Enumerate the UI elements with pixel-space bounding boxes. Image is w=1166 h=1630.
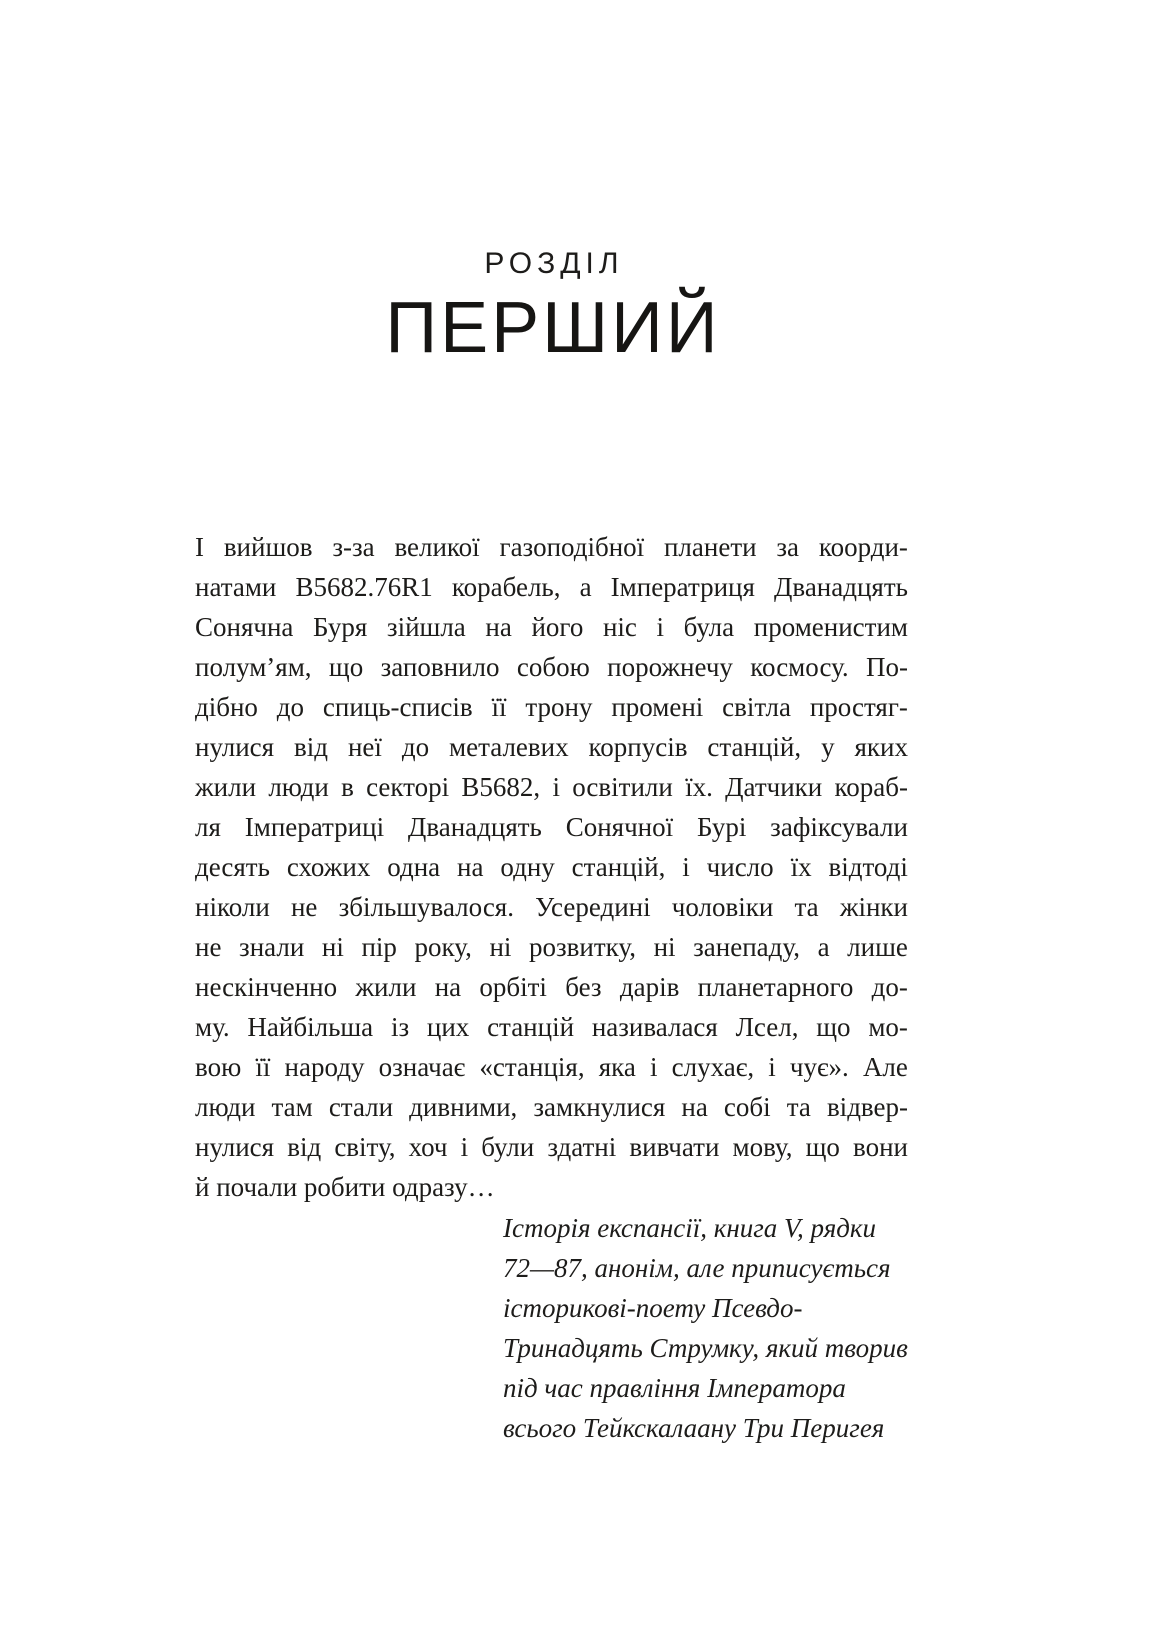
word: його bbox=[531, 612, 584, 642]
word: секторі bbox=[366, 772, 450, 802]
word: називалася bbox=[591, 1012, 718, 1042]
word: світу, bbox=[334, 1132, 396, 1162]
text-line bbox=[195, 927, 908, 967]
word: до bbox=[276, 692, 305, 722]
word: що bbox=[805, 1132, 840, 1162]
word: означає bbox=[378, 1052, 466, 1082]
word: металевих bbox=[449, 732, 569, 762]
word: ніс bbox=[602, 612, 637, 642]
text-line bbox=[195, 1007, 908, 1047]
word: від bbox=[294, 732, 329, 762]
word: «станція, bbox=[479, 1052, 585, 1082]
word: дивними, bbox=[409, 1092, 518, 1122]
word: були bbox=[481, 1132, 535, 1162]
word: собі bbox=[723, 1092, 771, 1122]
word: зафіксували bbox=[770, 812, 908, 842]
text-line: історикові-поету Псевдо- bbox=[503, 1293, 803, 1323]
word: станцій, bbox=[707, 732, 802, 762]
word: збільшувалося. bbox=[338, 892, 514, 922]
word: планетарного bbox=[697, 972, 854, 1002]
word: променистим bbox=[753, 612, 908, 642]
word: простяг- bbox=[809, 692, 908, 722]
word: їх bbox=[790, 852, 812, 882]
word: за bbox=[776, 532, 800, 562]
word: без bbox=[565, 972, 602, 1002]
word: слухає, bbox=[671, 1052, 755, 1082]
word: жінки bbox=[839, 892, 908, 922]
text-line bbox=[195, 527, 908, 567]
word: яка bbox=[598, 1052, 636, 1082]
word: і bbox=[552, 772, 560, 802]
word: Імператриця bbox=[610, 572, 755, 602]
word: одна bbox=[387, 852, 441, 882]
word: мо- bbox=[868, 1012, 908, 1042]
word: порожнечу bbox=[607, 652, 733, 682]
word: схожих bbox=[286, 852, 371, 882]
word: і bbox=[768, 1052, 776, 1082]
text-line bbox=[195, 847, 908, 887]
word: ніколи bbox=[195, 892, 270, 922]
word: хоч bbox=[408, 1132, 448, 1162]
word: та bbox=[794, 892, 819, 922]
word: нескінченно bbox=[195, 972, 338, 1002]
word: орбіті bbox=[479, 972, 547, 1002]
text-line bbox=[195, 1047, 908, 1087]
word: неї bbox=[347, 732, 382, 762]
word: газоподібної bbox=[499, 532, 645, 562]
word: і bbox=[649, 1052, 658, 1082]
word: B5682.76R1 bbox=[295, 572, 433, 602]
word: і bbox=[656, 612, 665, 642]
word: космосу. bbox=[750, 652, 849, 682]
word: року, bbox=[414, 932, 472, 962]
text-line bbox=[195, 887, 908, 927]
word: від bbox=[287, 1132, 322, 1162]
word: що bbox=[328, 652, 364, 682]
word: її bbox=[255, 1052, 271, 1082]
word: му. bbox=[195, 1012, 230, 1042]
text-line bbox=[195, 647, 908, 687]
word: станцій, bbox=[571, 852, 666, 882]
word: полум’ям, bbox=[195, 652, 312, 682]
word: планети bbox=[663, 532, 757, 562]
word: чоловіки bbox=[671, 892, 774, 922]
word: а bbox=[579, 572, 592, 602]
word: до- bbox=[871, 972, 908, 1002]
word: корпусів bbox=[588, 732, 688, 762]
attribution-block bbox=[503, 1208, 915, 1448]
text-line: всього Тейкскалаану Три Перигея bbox=[503, 1413, 885, 1443]
text-line: Історія експансії, книга V, рядки bbox=[503, 1213, 877, 1243]
word: Імператриці bbox=[244, 812, 385, 842]
word: з-за bbox=[332, 532, 375, 562]
word: Дванадцять bbox=[774, 572, 908, 602]
word: лише bbox=[847, 932, 908, 962]
word: десять bbox=[195, 852, 270, 882]
word: дібно bbox=[195, 692, 258, 722]
word: Дванадцять bbox=[407, 812, 542, 842]
word: великої bbox=[394, 532, 480, 562]
word: яких bbox=[854, 732, 908, 762]
word: та bbox=[786, 1092, 811, 1122]
text-line: й почали робити одразу… bbox=[195, 1172, 495, 1202]
text-line: 72—87, анонім, але приписується bbox=[503, 1253, 891, 1283]
word: стали bbox=[328, 1092, 394, 1122]
word: собою bbox=[516, 652, 590, 682]
word: в bbox=[341, 772, 354, 802]
word: цих bbox=[426, 1012, 470, 1042]
word: дарів bbox=[619, 972, 680, 1002]
word: розвитку, bbox=[529, 932, 636, 962]
text-line bbox=[195, 727, 908, 767]
word: занепаду, bbox=[693, 932, 800, 962]
word: ні bbox=[653, 932, 676, 962]
word: Сонячна bbox=[195, 612, 294, 642]
word: спиць-списів bbox=[322, 692, 473, 722]
word: Бурі bbox=[696, 812, 747, 842]
word: натами bbox=[195, 572, 277, 602]
word: нулися bbox=[195, 1132, 275, 1162]
word: B5682, bbox=[461, 772, 541, 802]
text-line bbox=[195, 567, 908, 607]
word: не bbox=[290, 892, 318, 922]
word: І bbox=[195, 532, 204, 562]
word: її bbox=[491, 692, 507, 722]
word: ні bbox=[489, 932, 512, 962]
word: мову, bbox=[732, 1132, 793, 1162]
word: ні bbox=[321, 932, 344, 962]
word: освітили bbox=[572, 772, 673, 802]
word: не bbox=[195, 932, 222, 962]
text-line: Тринадцять Струмку, який творив bbox=[503, 1333, 908, 1363]
text-line bbox=[195, 687, 908, 727]
word: корабель, bbox=[451, 572, 561, 602]
text-line bbox=[195, 807, 908, 847]
word: Сонячної bbox=[565, 812, 674, 842]
word: а bbox=[817, 932, 830, 962]
word: і bbox=[682, 852, 690, 882]
word: Буря bbox=[313, 612, 368, 642]
chapter-kicker: РОЗДІЛ bbox=[484, 247, 624, 280]
word: число bbox=[706, 852, 774, 882]
word: чує». bbox=[789, 1052, 849, 1082]
word: трону bbox=[525, 692, 593, 722]
word: відтоді bbox=[828, 852, 908, 882]
word: жили bbox=[195, 772, 257, 802]
word: Датчики bbox=[725, 772, 823, 802]
word: Лсел, bbox=[735, 1012, 799, 1042]
word: нулися bbox=[195, 732, 275, 762]
word: на bbox=[485, 612, 512, 642]
word: вою bbox=[195, 1052, 242, 1082]
word: на bbox=[681, 1092, 708, 1122]
word: народу bbox=[284, 1052, 365, 1082]
word: кораб- bbox=[834, 772, 908, 802]
word: на bbox=[434, 972, 462, 1002]
text-line: під час правління Імператора bbox=[503, 1373, 846, 1403]
word: пір bbox=[361, 932, 397, 962]
word: одну bbox=[500, 852, 555, 882]
word: до bbox=[401, 732, 430, 762]
word: світла bbox=[722, 692, 791, 722]
word: Усередині bbox=[535, 892, 651, 922]
chapter-title: ПЕРШИЙ bbox=[385, 288, 721, 368]
body-paragraph bbox=[195, 527, 908, 1207]
word: знали bbox=[239, 932, 305, 962]
word: і bbox=[460, 1132, 469, 1162]
word: вийшов bbox=[223, 532, 313, 562]
word: зійшла bbox=[386, 612, 466, 642]
word: станцій bbox=[487, 1012, 575, 1042]
word: відвер- bbox=[826, 1092, 908, 1122]
word: що bbox=[816, 1012, 851, 1042]
word: на bbox=[457, 852, 484, 882]
text-line bbox=[195, 767, 908, 807]
word: люди bbox=[195, 1092, 256, 1122]
text-line bbox=[195, 1087, 908, 1127]
word: їх. bbox=[685, 772, 713, 802]
word: Але bbox=[862, 1052, 908, 1082]
word: Найбільша bbox=[247, 1012, 374, 1042]
text-line bbox=[195, 607, 908, 647]
word: заповнило bbox=[380, 652, 500, 682]
word: із bbox=[390, 1012, 410, 1042]
word: вони bbox=[853, 1132, 908, 1162]
word: ля bbox=[195, 812, 221, 842]
text-line bbox=[195, 967, 908, 1007]
word: коорди- bbox=[818, 532, 908, 562]
word: здатні bbox=[547, 1132, 617, 1162]
word: була bbox=[683, 612, 735, 642]
word: у bbox=[821, 732, 835, 762]
word: люди bbox=[268, 772, 329, 802]
word: По- bbox=[866, 652, 908, 682]
word: замкнулися bbox=[533, 1092, 666, 1122]
word: жили bbox=[355, 972, 417, 1002]
word: вивчати bbox=[629, 1132, 720, 1162]
word: промені bbox=[611, 692, 704, 722]
text-line bbox=[195, 1127, 908, 1167]
word: там bbox=[271, 1092, 313, 1122]
